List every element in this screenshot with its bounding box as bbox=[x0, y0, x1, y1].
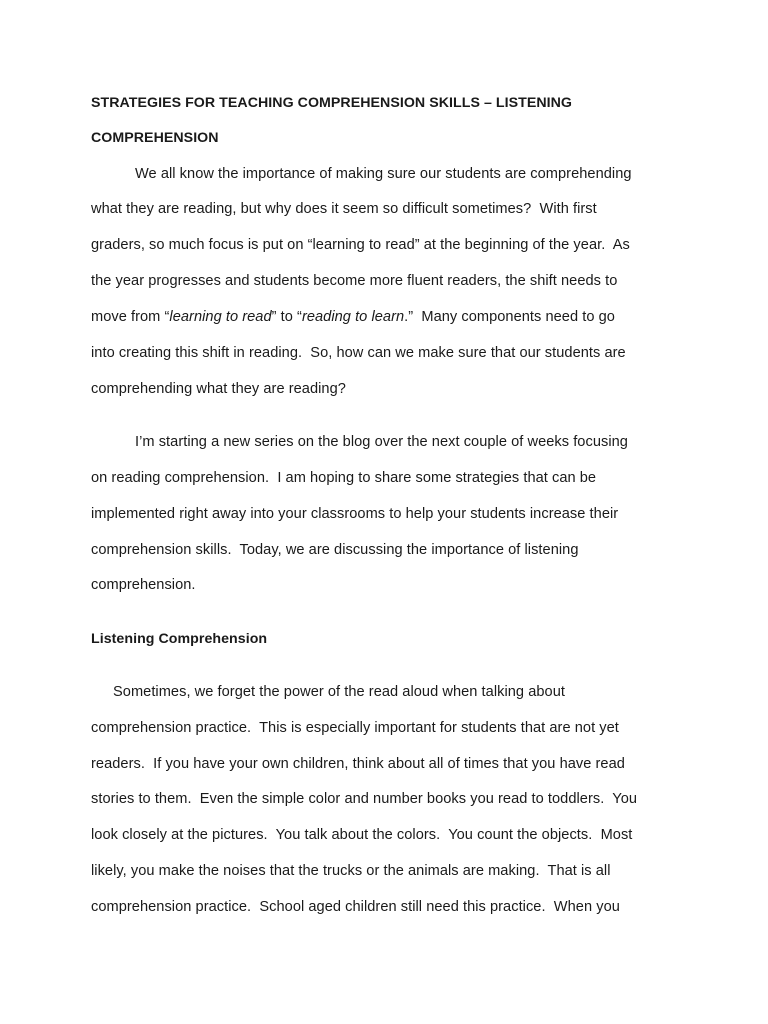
paragraph-1-line-1: We all know the importance of making sure our students are comprehending bbox=[135, 166, 632, 182]
paragraph-1-line-3: graders, so much focus is put on “learning to read” at the beginning of the year. As bbox=[91, 237, 630, 253]
document-title-line-1: STRATEGIES FOR TEACHING COMPREHENSION SKILLS – LISTENING bbox=[91, 95, 573, 111]
paragraph-2-line-2: on reading comprehension. I am hoping to share some strategies that can be bbox=[91, 470, 597, 486]
paragraph-3-line-3: readers. If you have your own children, think about all of times that you have read bbox=[91, 756, 625, 772]
paragraph-3-line-4: stories to them. Even the simple color and number books you read to toddlers. You bbox=[91, 791, 638, 807]
italic-phrase-learning-to-read: learning to read bbox=[169, 309, 272, 325]
paragraph-2-line-1: I’m starting a new series on the blog over the next couple of weeks focusing bbox=[135, 434, 628, 450]
paragraph-3-line-1: Sometimes, we forget the power of the read aloud when talking about bbox=[113, 684, 565, 700]
paragraph-1-line-2: what they are reading, but why does it seem so difficult sometimes? With first bbox=[91, 201, 597, 217]
section-subheading: Listening Comprehension bbox=[91, 631, 268, 647]
paragraph-2-line-5: comprehension. bbox=[91, 577, 196, 593]
paragraph-3-line-5: look closely at the pictures. You talk about the colors. You count the objects. Most bbox=[91, 827, 633, 843]
paragraph-3-line-2: comprehension practice. This is especially important for students that are not yet bbox=[91, 720, 619, 736]
paragraph-1-line-7: comprehending what they are reading? bbox=[91, 381, 346, 397]
paragraph-2-line-3: implemented right away into your classrooms to help your students increase their bbox=[91, 506, 619, 522]
paragraph-3-line-7: comprehension practice. School aged children still need this practice. When you bbox=[91, 899, 620, 915]
paragraph-1-line-6: into creating this shift in reading. So, how can we make sure that our students are bbox=[91, 345, 626, 361]
document-title-line-2: COMPREHENSION bbox=[91, 130, 219, 146]
text-segment: .” Many components need to go bbox=[404, 309, 615, 325]
paragraph-1-line-4: the year progresses and students become more fluent readers, the shift needs to bbox=[91, 273, 618, 289]
italic-phrase-reading-to-learn: reading to learn bbox=[301, 309, 405, 325]
paragraph-3-line-6: likely, you make the noises that the trucks or the animals are making. That is all bbox=[91, 863, 611, 879]
paragraph-1-line-5 bbox=[91, 308, 615, 326]
paragraph-2-line-4: comprehension skills. Today, we are discussing the importance of listening bbox=[91, 542, 579, 558]
text-segment: ” to “ bbox=[271, 309, 302, 325]
text-segment: move from “ bbox=[91, 309, 170, 325]
